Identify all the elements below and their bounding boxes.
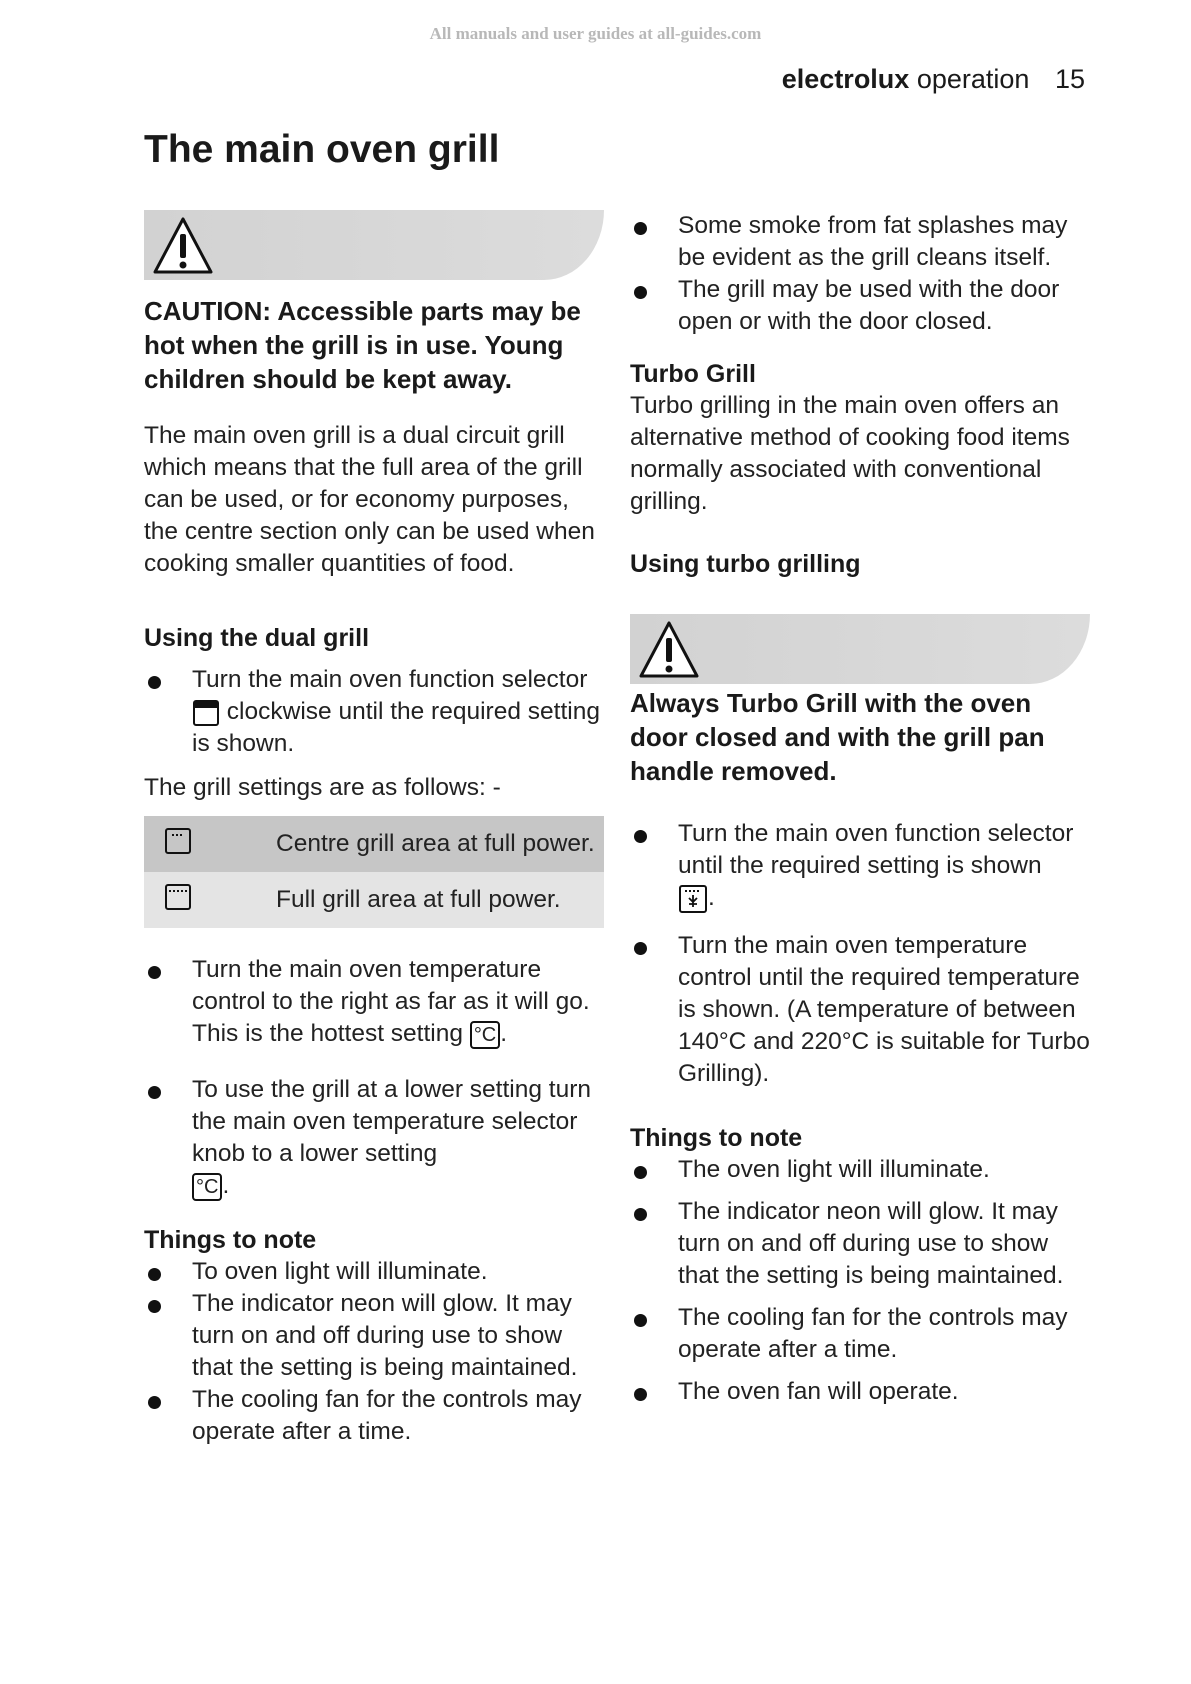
grill-function-icon [192,698,220,728]
list-item: The oven fan will operate. [630,1376,1090,1408]
page-title: The main oven grill [144,128,500,171]
turbo-grill-heading: Turbo Grill [630,360,756,388]
right-top-bullets [630,210,1090,338]
list-item: Turn the main oven temperature control to the right as far as it will go. This is the hottest setting °C . [144,954,604,1050]
full-grill-icon [164,883,192,911]
watermark: All manuals and user guides at all-guides.com [429,24,762,43]
table-cell-label: Full grill area at full power. [276,886,561,913]
bullet-icon [634,1314,647,1327]
bullet-icon [148,1300,161,1313]
temperature-steps [144,954,604,1202]
intro-paragraph: The main oven grill is a dual circuit grill which means that the full area of the grill can be used, or for economy purposes, the centre section only can be used when cooking smaller quantities of food. [144,422,595,577]
bullet-icon [634,222,647,235]
dual-grill-steps [144,664,604,760]
caution-text: CAUTION: Accessible parts may be hot when the grill is in use. Young children should be kept away. [144,296,581,394]
right-notes-heading: Things to note [630,1124,803,1152]
using-turbo-heading: Using turbo grilling [630,550,861,578]
warning-banner [630,614,1090,684]
warning-triangle-icon [638,620,700,680]
list-item: To use the grill at a lower setting turn the main oven temperature selector knob to a lower setting °C . [144,1074,604,1202]
left-column [144,210,604,1448]
warning-text: Always Turbo Grill with the oven door closed and with the grill pan handle removed. [630,688,1045,786]
page-header [782,64,1085,95]
list-item: The indicator neon will glow. It may turn on and off during use to show that the setting is being maintained. [630,1196,1090,1292]
list-item: Turn the main oven function selector until the required setting is shown . [630,818,1090,914]
celsius-icon: °C [192,1173,222,1201]
section-name: operation [916,64,1030,94]
bullet-icon [148,1268,161,1281]
table-cell-label: Centre grill area at full power. [276,830,595,857]
list-item: Turn the main oven function selector clockwise until the required setting is shown. [144,664,604,760]
turbo-grill-icon [678,884,708,914]
table-cell-icon [144,816,276,872]
caution-banner [144,210,604,280]
bullet-icon [148,1396,161,1409]
table-cell-icon [144,872,276,928]
celsius-icon: °C [470,1021,500,1049]
list-item: Some smoke from fat splashes may be evident as the grill cleans itself. [630,210,1090,274]
list-item: The cooling fan for the controls may operate after a time. [144,1384,604,1448]
list-item: The grill may be used with the door open or with the door closed. [630,274,1090,338]
dual-grill-heading: Using the dual grill [144,624,370,652]
bullet-icon [634,1208,647,1221]
list-item: Turn the main oven temperature control until the required temperature is shown. (A temperature of between 140°C and 220°C is suitable for Turbo Grilling). [630,930,1090,1090]
left-notes-heading: Things to note [144,1226,317,1254]
list-item: To oven light will illuminate. [144,1256,604,1288]
bullet-icon [148,676,161,689]
turbo-steps [630,818,1090,1090]
right-notes-list [630,1154,1090,1408]
bullet-icon [634,830,647,843]
turbo-grill-text: Turbo grilling in the main oven offers an alternative method of cooking food items normally associated with conventional grilling. [630,392,1070,515]
left-notes-list [144,1256,604,1448]
brand-name: electrolux [781,64,910,94]
settings-intro: The grill settings are as follows: - [144,774,501,801]
table-row [144,872,604,928]
warning-triangle-icon [152,216,214,276]
bullet-icon [148,966,161,979]
list-item: The indicator neon will glow. It may turn on and off during use to show that the setting is being maintained. [144,1288,604,1384]
bullet-icon [634,1388,647,1401]
bullet-icon [634,1166,647,1179]
bullet-icon [634,286,647,299]
bullet-icon [148,1086,161,1099]
list-item: The cooling fan for the controls may operate after a time. [630,1302,1090,1366]
grill-settings-table [144,816,604,928]
centre-grill-icon [164,827,192,855]
bullet-icon [634,942,647,955]
page-number: 15 [1054,64,1085,94]
right-column [630,210,1090,1408]
table-row [144,816,604,872]
list-item: The oven light will illuminate. [630,1154,1090,1186]
